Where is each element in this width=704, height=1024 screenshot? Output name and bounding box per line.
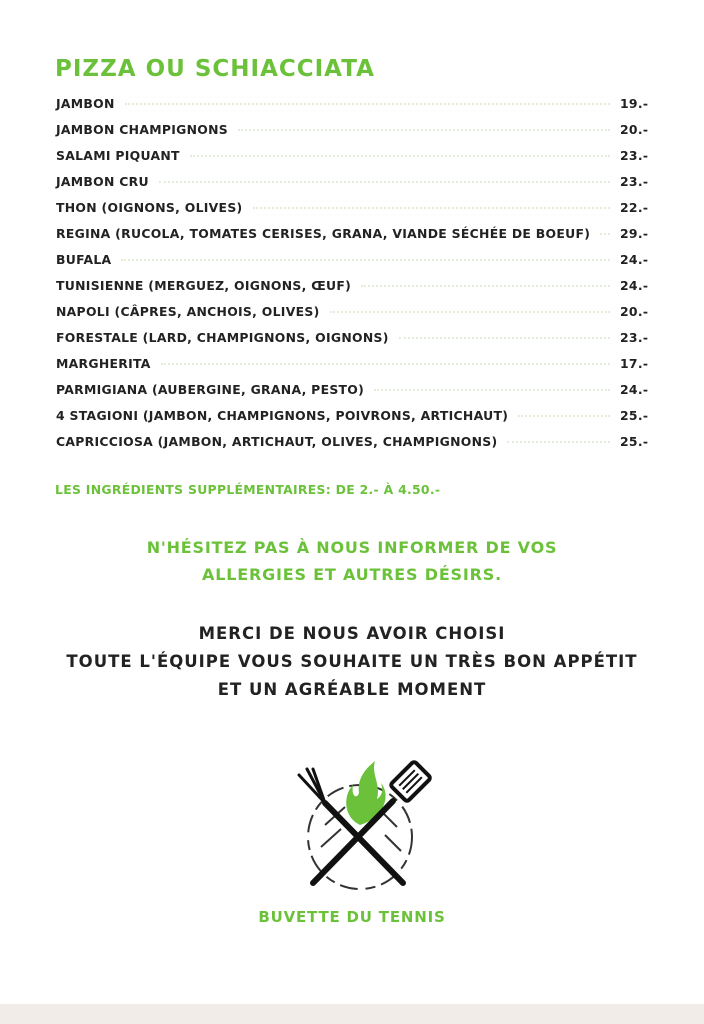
- menu-item-price: 19.-: [620, 96, 649, 111]
- extras-note: LES INGRÉDIENTS SUPPLÉMENTAIRES: DE 2.- À 4.50.-: [55, 482, 441, 497]
- allergy-note-line: N'HÉSITEZ PAS À NOUS INFORMER DE VOS: [146, 538, 558, 557]
- dot-leader: [518, 414, 610, 417]
- dot-leader: [161, 362, 610, 365]
- menu-item-price: 20.-: [620, 122, 649, 137]
- menu-item: [56, 278, 650, 304]
- dot-leader: [507, 440, 610, 443]
- dot-leader: [399, 336, 610, 339]
- menu-item-price: 20.-: [620, 304, 649, 319]
- menu-item-name: PARMIGIANA (AUBERGINE, GRANA, PESTO): [56, 382, 365, 397]
- menu-item-price: 25.-: [620, 408, 649, 423]
- menu-item-name: MARGHERITA: [56, 356, 151, 371]
- menu-item-price: 29.-: [620, 226, 649, 241]
- menu-item-price: 25.-: [620, 434, 649, 449]
- menu-item-name: BUFALA: [56, 252, 112, 267]
- menu-item-name: NAPOLI (CÂPRES, ANCHOIS, OLIVES): [56, 304, 320, 319]
- menu-item-price: 23.-: [620, 330, 649, 345]
- allergy-note-line: ALLERGIES ET AUTRES DÉSIRS.: [202, 565, 502, 584]
- thanks-line: ET UN AGRÉABLE MOMENT: [217, 680, 487, 699]
- menu-item: [56, 122, 650, 148]
- allergy-note: [0, 534, 704, 588]
- pizza-menu-list: [56, 96, 650, 460]
- dot-leader: [600, 232, 610, 235]
- menu-item-price: 24.-: [620, 278, 649, 293]
- menu-item: [56, 382, 650, 408]
- menu-item-name: JAMBON CHAMPIGNONS: [56, 122, 229, 137]
- menu-item-price: 24.-: [620, 382, 649, 397]
- menu-item-name: SALAMI PIQUANT: [56, 148, 180, 163]
- thanks-message: [0, 620, 704, 704]
- menu-item: [56, 252, 650, 278]
- dot-leader: [125, 102, 610, 105]
- dot-leader: [121, 258, 610, 261]
- menu-item: [56, 330, 650, 356]
- menu-item-price: 22.-: [620, 200, 649, 215]
- menu-item: [56, 434, 650, 460]
- menu-item: [56, 200, 650, 226]
- thanks-line: MERCI DE NOUS AVOIR CHOISI: [198, 624, 506, 643]
- menu-item: [56, 96, 650, 122]
- dot-leader: [361, 284, 610, 287]
- menu-item-name: JAMBON: [56, 96, 115, 111]
- menu-item-name: FORESTALE (LARD, CHAMPIGNONS, OIGNONS): [56, 330, 389, 345]
- menu-item-name: REGINA (RUCOLA, TOMATES CERISES, GRANA, VIANDE SÉCHÉE DE BOEUF): [56, 226, 591, 241]
- dot-leader: [374, 388, 610, 391]
- menu-item-name: TUNISIENNE (MERGUEZ, OIGNONS, ŒUF): [56, 278, 352, 293]
- menu-item-name: CAPRICCIOSA (JAMBON, ARTICHAUT, OLIVES, CHAMPIGNONS): [56, 434, 498, 449]
- menu-item: [56, 356, 650, 382]
- menu-item: [56, 408, 650, 434]
- menu-item: [56, 304, 650, 330]
- dot-leader: [238, 128, 610, 131]
- menu-item-name: 4 STAGIONI (JAMBON, CHAMPIGNONS, POIVRONS, ARTICHAUT): [56, 408, 509, 423]
- menu-item-price: 23.-: [620, 174, 649, 189]
- dot-leader: [253, 206, 610, 209]
- menu-item: [56, 174, 650, 200]
- grill-fork-spatula-flame-icon: [285, 755, 435, 895]
- menu-item-name: JAMBON CRU: [56, 174, 149, 189]
- thanks-line: TOUTE L'ÉQUIPE VOUS SOUHAITE UN TRÈS BON APPÉTIT: [66, 652, 638, 671]
- menu-item-price: 17.-: [620, 356, 649, 371]
- dot-leader: [159, 180, 610, 183]
- section-title: PIZZA OU SCHIACCIATA: [55, 56, 375, 82]
- menu-item-price: 24.-: [620, 252, 649, 267]
- menu-item: [56, 226, 650, 252]
- menu-item: [56, 148, 650, 174]
- dot-leader: [330, 310, 610, 313]
- menu-item-price: 23.-: [620, 148, 649, 163]
- menu-item-name: THON (OIGNONS, OLIVES): [56, 200, 243, 215]
- dot-leader: [190, 154, 610, 157]
- footer-name: BUVETTE DU TENNIS: [258, 908, 446, 926]
